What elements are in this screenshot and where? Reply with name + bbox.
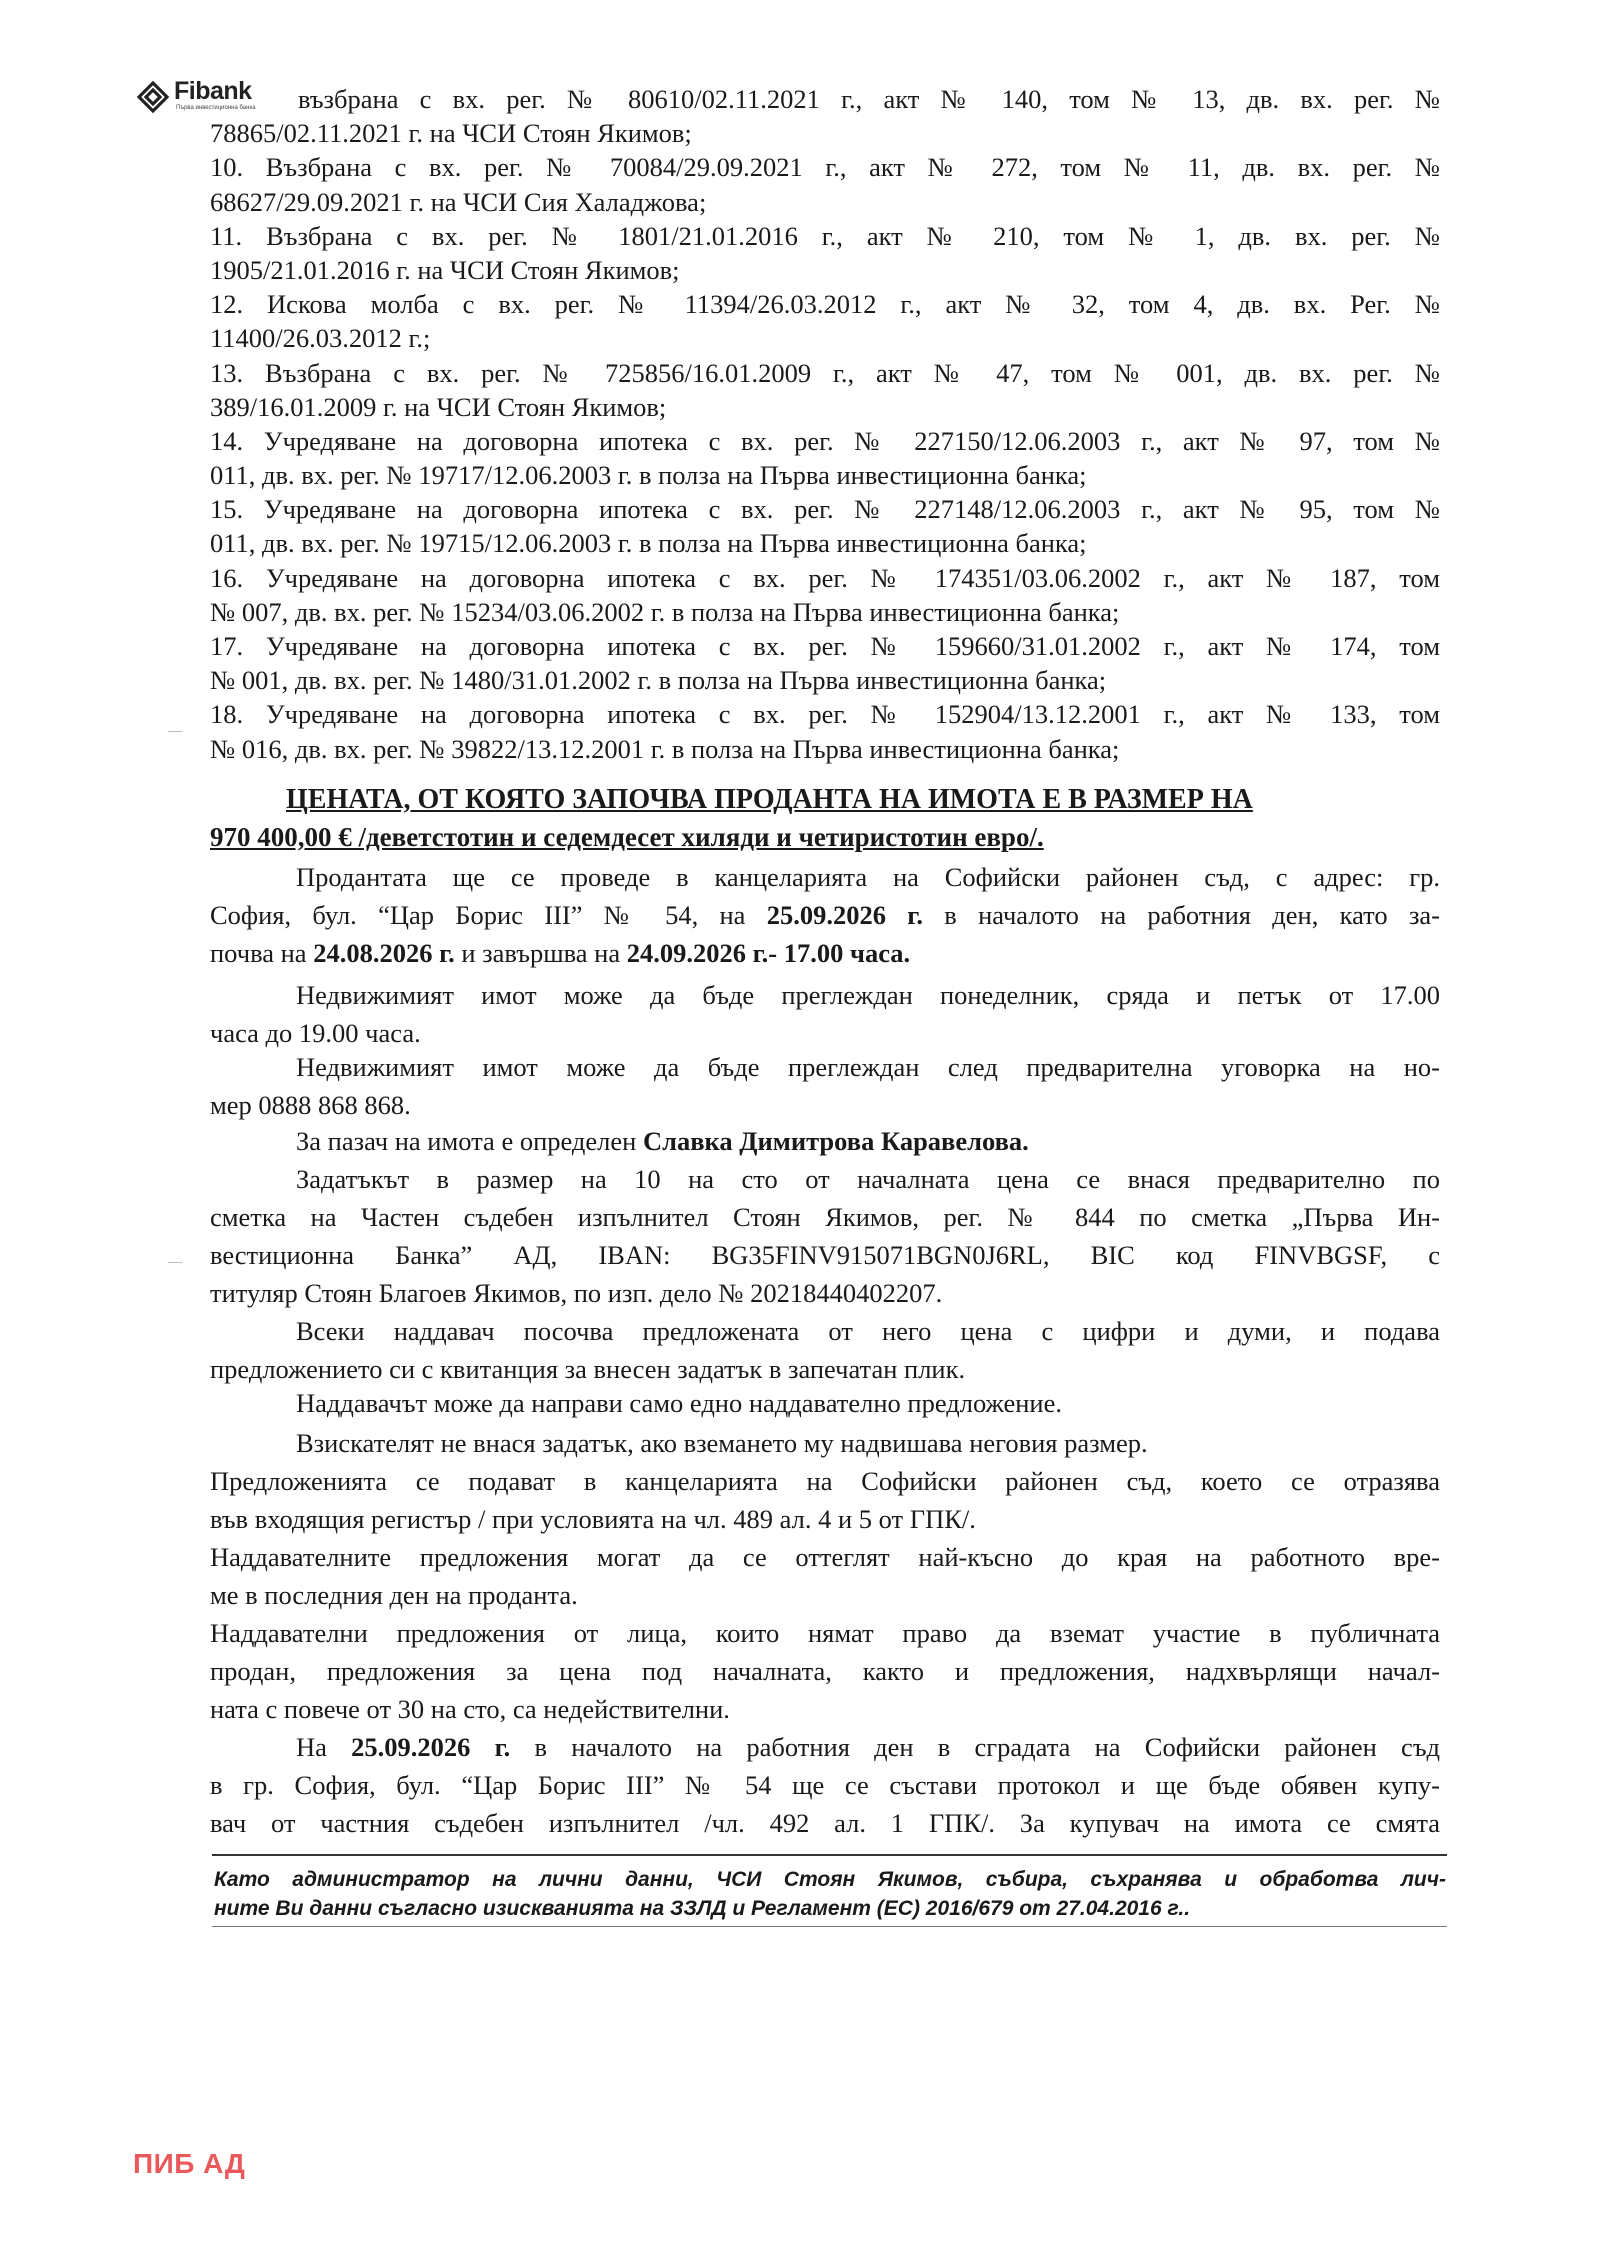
scan-margin-mark: [168, 1262, 182, 1263]
logo-tagline: Първа инвестиционна банка: [176, 105, 256, 111]
invalid-offers-paragraph: [210, 1614, 1440, 1728]
invalid-line: продан, предложения за цена под началната, както и предложения, надхвърлящи начал-: [210, 1656, 1440, 1686]
list-line: 17. Учредяване на договорна ипотека с вх. рег. № 159660/31.01.2002 г., акт № 174, том: [210, 631, 1440, 661]
closing-line: вач от частния съдебен изпълнител /чл. 492 ал. 1 ГПК/. За купувач на имота се смята: [210, 1808, 1440, 1838]
sale-end-date: 24.09.2026 г.- 17.00 часа.: [626, 938, 911, 968]
submission-line: Предложенията се подават в канцеларията на Софийски районен съд, което се отразява: [210, 1466, 1440, 1496]
list-line: № 007, дв. вх. рег. № 15234/03.06.2002 г. в полза на Първа инвестиционна банка;: [210, 596, 1120, 627]
deposit-line: титуляр Стоян Благоев Якимов, по изп. дело № 20218440402207.: [210, 1278, 943, 1308]
list-line: 78865/02.11.2021 г. на ЧСИ Стоян Якимов;: [210, 118, 692, 149]
submission-paragraph: [210, 1462, 1440, 1538]
keeper-text: За пазач на имота е определен: [296, 1126, 643, 1156]
scan-margin-mark: [168, 731, 182, 732]
list-line: 389/16.01.2009 г. на ЧСИ Стоян Якимов;: [210, 391, 667, 422]
closing-text: На: [296, 1732, 352, 1762]
closing-paragraph: [210, 1728, 1440, 1842]
sale-paragraph: [210, 858, 1440, 972]
viewing-line: Недвижимият имот може да бъде преглеждан понеделник, сряда и петък от 17.00: [296, 980, 1440, 1010]
deposit-line: сметка на Частен съдебен изпълнител Стоян Якимов, рег. № 844 по сметка „Първа Ин-: [210, 1202, 1440, 1232]
footer-rule-top: [212, 1854, 1447, 1856]
keeper-paragraph: [210, 1122, 1440, 1160]
footer-line: Като администратор на лични данни, ЧСИ Стоян Якимов, събира, съхранява и обработва лич-: [214, 1868, 1446, 1891]
list-line: 1905/21.01.2016 г. на ЧСИ Стоян Якимов;: [210, 254, 680, 285]
withdraw-line: Наддавателните предложения могат да се оттеглят най-късно до края на работното вре-: [210, 1542, 1440, 1572]
submission-line: във входящия регистър / при условията на чл. 489 ал. 4 и 5 от ГПК/.: [210, 1504, 976, 1534]
deposit-paragraph: [210, 1160, 1440, 1312]
keeper-name: Славка Димитрова Каравелова.: [642, 1126, 1029, 1156]
closing-line: в гр. София, бул. “Цар Борис III” № 54 ще се състави протокол и ще бъде обявен купу-: [210, 1770, 1440, 1800]
closing-line: [210, 1728, 1440, 1766]
list-line: № 016, дв. вх. рег. № 39822/13.12.2001 г. в полза на Първа инвестиционна банка;: [210, 733, 1120, 764]
list-line: 13. Възбрана с вх. рег. № 725856/16.01.2009 г., акт № 47, том № 001, дв. вх. рег. №: [210, 357, 1440, 388]
list-line: 14. Учредяване на договорна ипотека с вх. рег. № 227150/12.06.2003 г., акт № 97, том №: [210, 425, 1440, 456]
list-line: 11400/26.03.2012 г.;: [210, 323, 431, 354]
deposit-line: вестиционна Банка” АД, IBAN: BG35FINV915071BGN0J6RL, BIC код FINVBGSF, с: [210, 1240, 1440, 1270]
sale-text: почва на: [210, 938, 314, 968]
closing-text: в началото на работния ден в сградата на Софийски районен съд: [510, 1732, 1440, 1762]
bidder-paragraph: [210, 1312, 1440, 1388]
sale-line: [210, 896, 1440, 934]
price-heading: ЦЕНАТА, ОТ КОЯТО ЗАПОЧВА ПРОДАНТА НА ИМОТА Е В РАЗМЕР НА: [286, 784, 1253, 815]
sale-line: Продантата ще се проведе в канцеларията на Софийски районен съд, с адрес: гр.: [296, 862, 1440, 892]
logo-text: Fibank: [174, 77, 252, 105]
viewing-line: часа до 19.00 часа.: [210, 1018, 421, 1048]
sale-line: [210, 934, 1440, 972]
sale-text: и завършва на: [454, 938, 627, 968]
withdraw-paragraph: [210, 1538, 1440, 1614]
list-line: 011, дв. вх. рег. № 19715/12.06.2003 г. в полза на Първа инвестиционна банка;: [210, 528, 1087, 559]
list-line: 15. Учредяване на договорна ипотека с вх. рег. № 227148/12.06.2003 г., акт № 95, том №: [210, 494, 1440, 525]
list-line: 16. Учредяване на договорна ипотека с вх. рег. № 174351/03.06.2002 г., акт № 187, том: [210, 562, 1440, 593]
withdraw-line: ме в последния ден на проданта.: [210, 1580, 578, 1610]
list-line: 11. Възбрана с вх. рег. № 1801/21.01.2016 г., акт № 210, том № 1, дв. вх. рег. №: [210, 220, 1440, 251]
gdpr-footer-note: [214, 1865, 1446, 1923]
sale-text: София, бул. “Цар Борис III” № 54, на: [210, 900, 767, 930]
footer-rule-bottom: [212, 1926, 1447, 1927]
list-line: 18. Учредяване на договорна ипотека с вх. рег. № 152904/13.12.2001 г., акт № 133, том: [210, 699, 1440, 730]
bidder-line: предложението си с квитанция за внесен задатък в запечатан плик.: [210, 1354, 966, 1384]
one-offer-line: Наддавачът може да направи само едно наддавателно предложение.: [296, 1388, 1063, 1418]
list-line: № 001, дв. вх. рег. № 1480/31.01.2002 г. в полза на Първа инвестиционна банка;: [210, 665, 1107, 696]
viewing-paragraph: [210, 976, 1440, 1052]
one-offer-paragraph: [210, 1384, 1440, 1422]
list-line: 011, дв. вх. рег. № 19717/12.06.2003 г. в полза на Първа инвестиционна банка;: [210, 460, 1087, 491]
pib-watermark: ПИБ АД: [133, 2148, 246, 2179]
closing-date: 25.09.2026 г.: [351, 1732, 511, 1762]
encumbrance-list: [210, 82, 1440, 766]
price-amount: 970 400,00 € /деветстотин и седемдесет хиляди и четиристотин евро/.: [210, 822, 1044, 852]
bidder-line: Всеки наддавач посочва предложената от него цена с цифри и думи, и подава: [296, 1316, 1440, 1346]
list-line: възбрана с вх. рег. № 80610/02.11.2021 г., акт № 140, том № 13, дв. вх. рег. №: [298, 84, 1440, 114]
creditor-line: Взискателят не внася задатък, ако вземането му надвишава неговия размер.: [296, 1428, 1148, 1458]
fibank-diamond-icon: [136, 80, 170, 114]
viewing-line: мер 0888 868 868.: [210, 1090, 411, 1120]
invalid-line: Наддавателни предложения от лица, които нямат право да вземат участие в публичната: [210, 1618, 1440, 1648]
sale-date: 25.09.2026 г.: [766, 900, 923, 930]
list-line: 68627/29.09.2021 г. на ЧСИ Сия Халаджова;: [210, 186, 707, 217]
viewing-line: Недвижимият имот може да бъде преглеждан след предварителна уговорка на но-: [296, 1052, 1440, 1082]
viewing-appointment-paragraph: [210, 1048, 1440, 1124]
deposit-line: Задатъкът в размер на 10 на сто от началната цена се внася предварително по: [296, 1164, 1440, 1194]
sale-text: в началото на работния ден, като за-: [922, 900, 1440, 930]
list-line: 12. Искова молба с вх. рег. № 11394/26.03.2012 г., акт № 32, том 4, дв. вх. Рег. №: [210, 289, 1440, 320]
sale-start-date: 24.08.2026 г.: [313, 938, 455, 968]
invalid-line: ната с повече от 30 на сто, са недействителни.: [210, 1694, 730, 1724]
creditor-paragraph: [210, 1424, 1440, 1462]
list-line: 10. Възбрана с вх. рег. № 70084/29.09.2021 г., акт № 272, том № 11, дв. вх. рег. №: [210, 152, 1440, 183]
keeper-line: [210, 1122, 1440, 1160]
footer-line: ните Ви данни съгласно изискванията на ЗЗЛД и Регламент (ЕС) 2016/679 от 27.04.2016 г..: [214, 1897, 1191, 1920]
